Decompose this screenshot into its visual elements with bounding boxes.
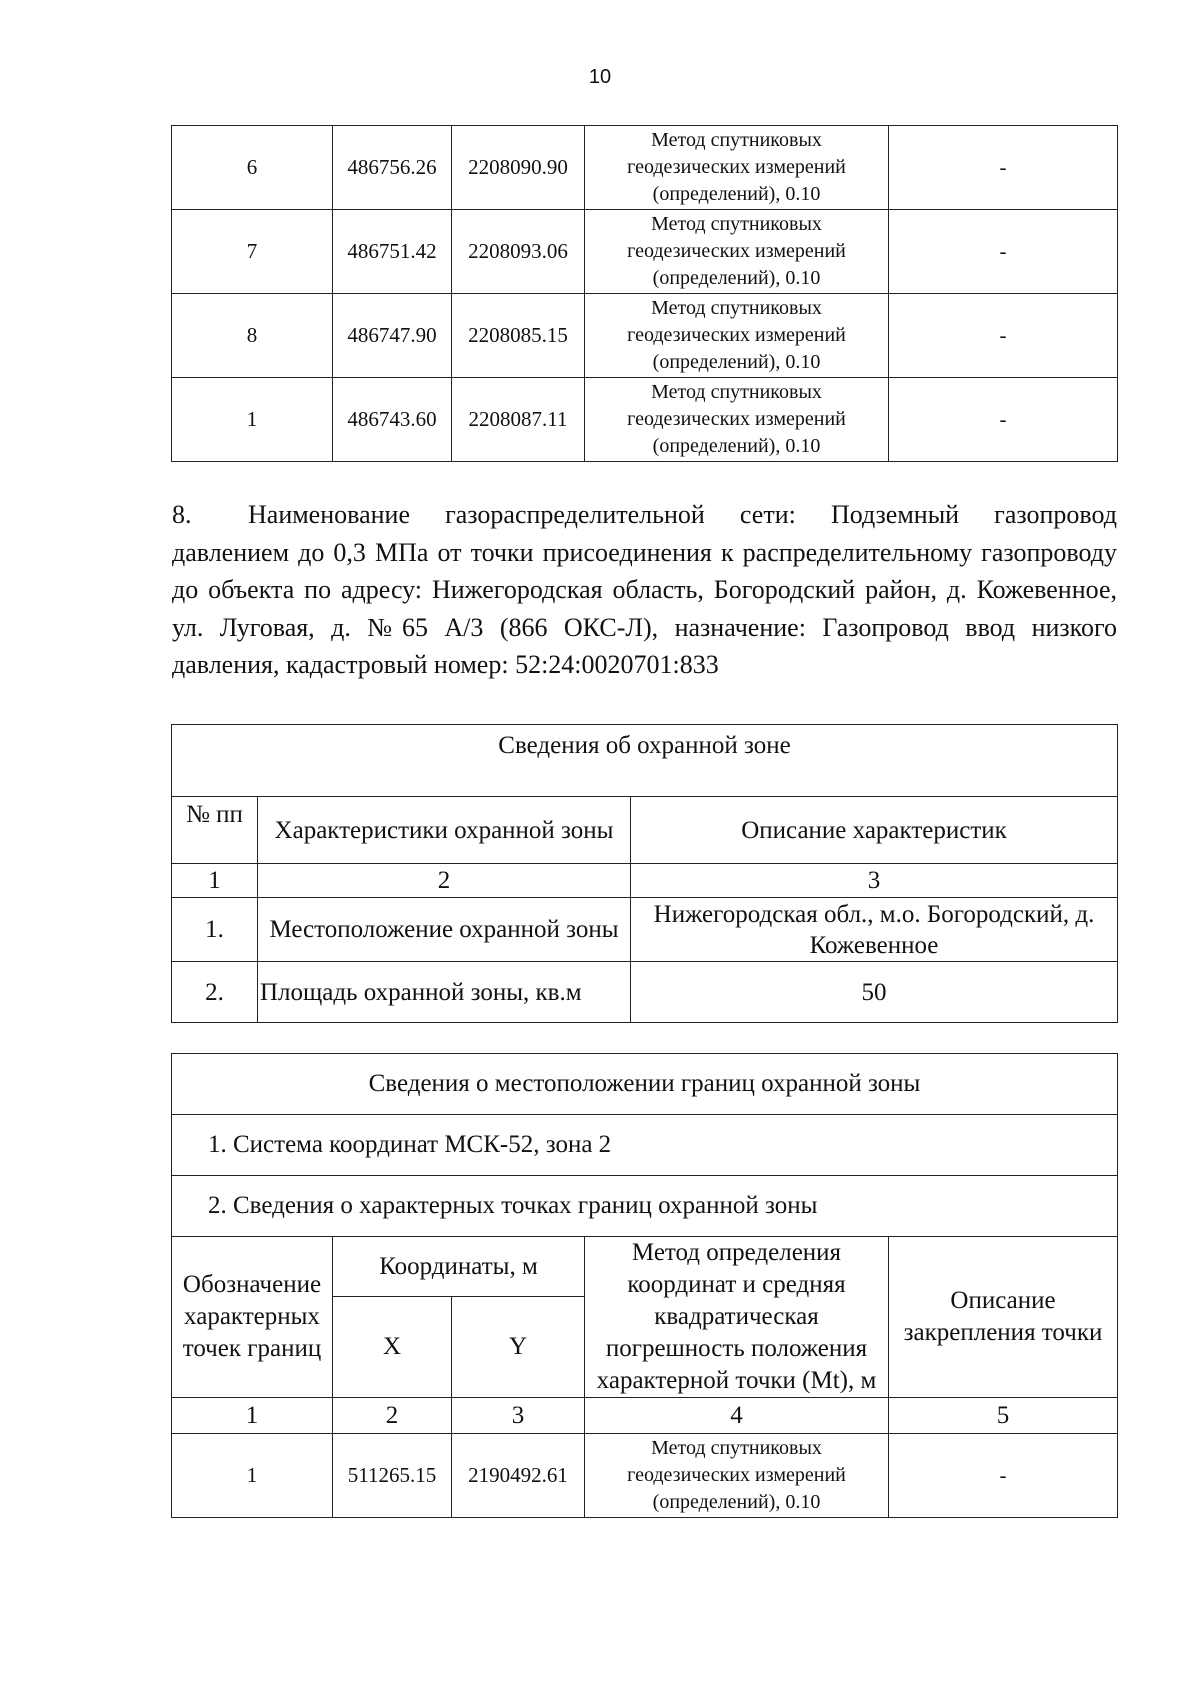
point-number-cell: 1 [172, 1434, 333, 1518]
bounds-col-index: 2 [333, 1398, 452, 1434]
y-coordinate-cell: 2208085.15 [452, 294, 585, 378]
x-coordinate-cell: 511265.15 [333, 1434, 452, 1518]
fixing-cell: - [889, 294, 1118, 378]
table-row [172, 378, 1118, 462]
zone-col-characteristic-header: Характеристики охранной зоны [258, 797, 631, 864]
section-8-paragraph [172, 496, 1117, 684]
method-cell [585, 210, 889, 294]
point-number-cell: 1 [172, 378, 333, 462]
table-row [172, 126, 1118, 210]
col-fixing-header: Описание закрепления точки [889, 1237, 1118, 1398]
method-cell [585, 378, 889, 462]
section-text: Наименование газораспределительной сети: Подземный газопровод давлением до 0,3 МПа от точки присоединения к распределительному газопроводу до объекта по адресу: Нижегородская область, Богородский район, д. Кожевенное, ул. Луговая, д. №65 А/3 (866 ОКС-Л), назначение: Газопровод ввод низкого давления, кадастровый номер: 52:24:0020701:833 [172, 500, 1117, 679]
col-x-header: X [333, 1297, 452, 1398]
zone-col-number-header: № пп [172, 797, 258, 864]
y-coordinate-cell: 2208090.90 [452, 126, 585, 210]
table-row [172, 1434, 1118, 1518]
x-coordinate-cell: 486747.90 [333, 294, 452, 378]
fixing-cell: - [889, 210, 1118, 294]
zone-col-index: 1 [172, 864, 258, 898]
zone-col-index: 3 [631, 864, 1118, 898]
method-cell [585, 294, 889, 378]
fixing-cell: - [889, 378, 1118, 462]
point-number-cell: 6 [172, 126, 333, 210]
method-line: (определений), 0.10 [652, 183, 821, 205]
method-line: геодезических измерений [627, 156, 846, 178]
bounds-col-index: 3 [452, 1398, 585, 1434]
zone-row-value: Нижегородская обл., м.о. Богородский, д. Кожевенное [631, 898, 1118, 962]
bounds-table-title: Сведения о местоположении границ охранной зоны [172, 1054, 1118, 1115]
method-line: геодезических измерений [627, 408, 846, 430]
method-line: геодезических измерений [627, 324, 846, 346]
zone-col-description-header: Описание характеристик [631, 797, 1118, 864]
table-row [172, 294, 1118, 378]
fixing-cell: - [889, 126, 1118, 210]
method-line: (определений), 0.10 [652, 267, 821, 289]
bounds-col-index: 5 [889, 1398, 1118, 1434]
coordinates-continuation-table [171, 125, 1118, 462]
zone-row-value: 50 [631, 962, 1118, 1023]
method-line: Метод спутниковых [651, 213, 822, 235]
method-line: геодезических измерений [627, 1464, 846, 1486]
coordinate-system: 1. Система координат МСК-52, зона 2 [172, 1115, 1118, 1176]
col-coordinates-header: Координаты, м [333, 1237, 585, 1297]
method-line: Метод спутниковых [651, 1437, 822, 1459]
zone-row-name: Площадь охранной зоны, кв.м [258, 962, 631, 1023]
col-y-header: Y [452, 1297, 585, 1398]
y-coordinate-cell: 2208093.06 [452, 210, 585, 294]
method-line: (определений), 0.10 [652, 1491, 821, 1513]
zone-table-title: Сведения об охранной зоне [172, 725, 1118, 797]
fixing-cell: - [889, 1434, 1118, 1518]
x-coordinate-cell: 486756.26 [333, 126, 452, 210]
col-designation-header: Обозначение характерных точек границ [172, 1237, 333, 1398]
method-line: (определений), 0.10 [652, 435, 821, 457]
col-method-header: Метод определения координат и средняя квадратическая погрешность положения характерной точки (Mt), м [585, 1237, 889, 1398]
section-number: 8. [172, 500, 192, 529]
page-number: 10 [588, 66, 612, 88]
method-line: Метод спутниковых [651, 129, 822, 151]
y-coordinate-cell: 2208087.11 [452, 378, 585, 462]
point-number-cell: 8 [172, 294, 333, 378]
method-line: Метод спутниковых [651, 297, 822, 319]
table-row [172, 210, 1118, 294]
zone-col-index: 2 [258, 864, 631, 898]
method-cell [585, 1434, 889, 1518]
protected-zone-info-table [171, 724, 1118, 1023]
zone-row-name: Местоположение охранной зоны [258, 898, 631, 962]
bounds-col-index: 1 [172, 1398, 333, 1434]
method-line: геодезических измерений [627, 240, 846, 262]
bounds-col-index: 4 [585, 1398, 889, 1434]
method-line: Метод спутниковых [651, 381, 822, 403]
method-cell [585, 126, 889, 210]
zone-row-number: 2. [172, 962, 258, 1023]
x-coordinate-cell: 486751.42 [333, 210, 452, 294]
point-number-cell: 7 [172, 210, 333, 294]
y-coordinate-cell: 2190492.61 [452, 1434, 585, 1518]
method-line: (определений), 0.10 [652, 351, 821, 373]
zone-row-number: 1. [172, 898, 258, 962]
x-coordinate-cell: 486743.60 [333, 378, 452, 462]
boundary-points-table [171, 1053, 1118, 1518]
points-section-title: 2. Сведения о характерных точках границ охранной зоны [172, 1176, 1118, 1237]
